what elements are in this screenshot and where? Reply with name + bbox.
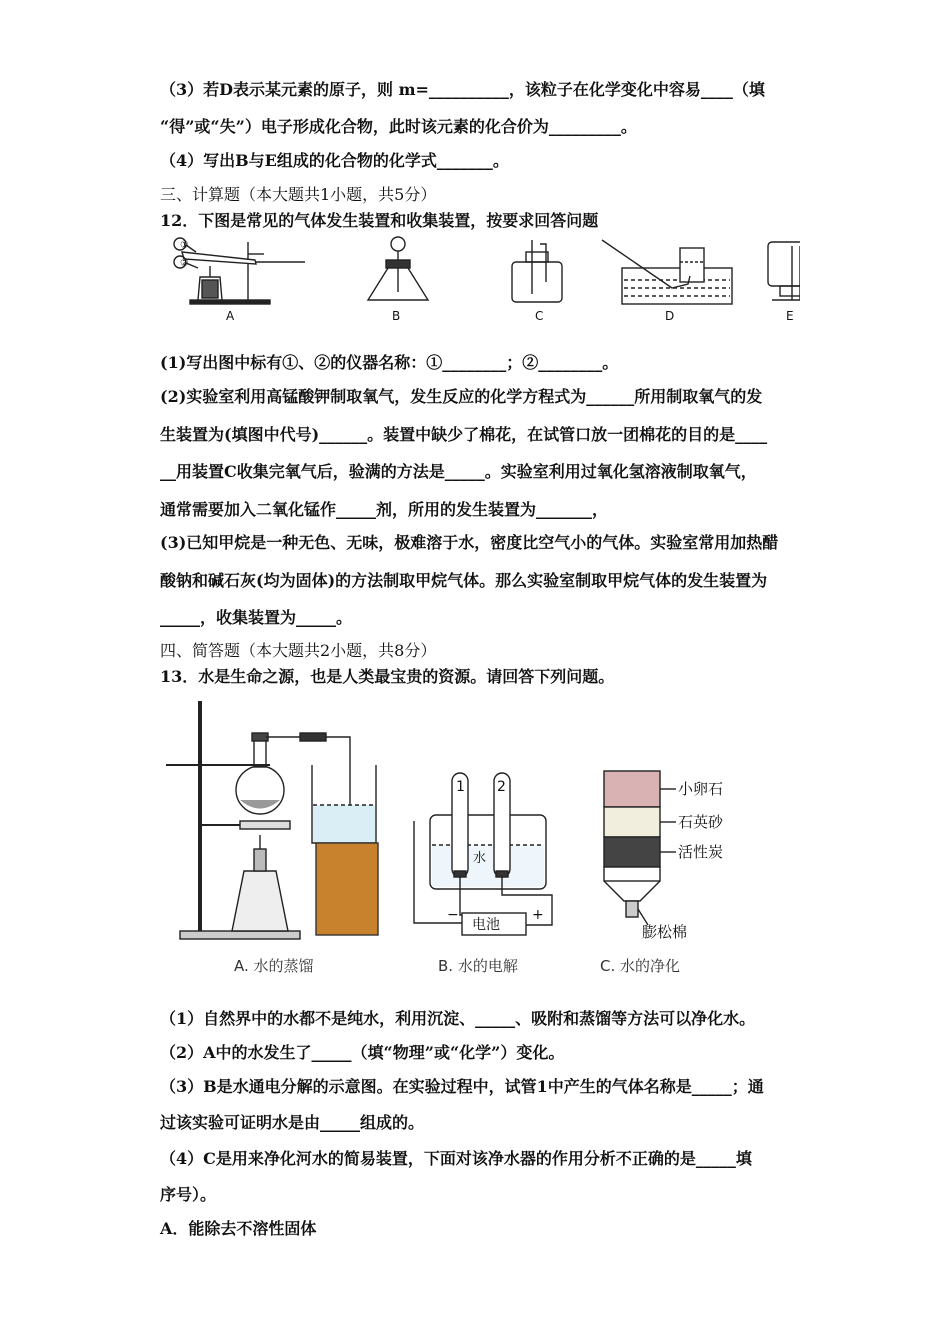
water-label: 水 bbox=[473, 851, 487, 866]
question-12-3-line-3: _____，收集装置为_____。 bbox=[160, 608, 353, 627]
caption-c: C. 水的净化 bbox=[600, 957, 681, 975]
distillation-apparatus bbox=[166, 701, 378, 939]
question-11-4: （4）写出B与E组成的化合物的化学式_______。 bbox=[160, 151, 509, 170]
question-13-1: （1）自然界中的水都不是纯水，利用沉淀、_____、吸附和蒸馏等方法可以净化水。 bbox=[160, 1009, 756, 1028]
layer-quartz-sand: 石英砂 bbox=[678, 813, 724, 831]
question-12-3-line-2: 酸钠和碱石灰(均为固体)的方法制取甲烷气体。那么实验室制取甲烷气体的发生装置为 bbox=[160, 571, 768, 590]
question-12-2-line-2: 生装置为(填图中代号)______。装置中缺少了棉花，在试管口放一团棉花的目的是____ bbox=[160, 425, 768, 444]
apparatus-b bbox=[368, 237, 428, 300]
question-13-3-line-1: （3）B是水通电分解的示意图。在实验过程中，试管1中产生的气体名称是_____；通 bbox=[160, 1077, 764, 1096]
question-13-4-line-2: 序号）。 bbox=[160, 1185, 217, 1204]
plus-label: + bbox=[532, 907, 544, 923]
question-12-2-line-4: 通常需要加入二氧化锰作_____剂，所用的发生装置为_______， bbox=[160, 500, 609, 519]
section-4-heading: 四、简答题（本大题共2小题，共8分） bbox=[160, 641, 437, 660]
layer-cotton: 膨松棉 bbox=[642, 923, 688, 941]
tube-2-label: 2 bbox=[497, 779, 506, 795]
option-a: A．能除去不溶性固体 bbox=[160, 1219, 317, 1238]
question-12-stem: 12．下图是常见的气体发生装置和收集装置，按要求回答问题 bbox=[160, 211, 599, 230]
question-12-1: (1)写出图中标有①、②的仪器名称：①________；②________。 bbox=[160, 353, 619, 372]
label-b: B bbox=[392, 309, 401, 323]
mark-2: ② bbox=[180, 258, 189, 269]
question-13-3-line-2: 过该实验可证明水是由_____组成的。 bbox=[160, 1113, 425, 1132]
label-a: A bbox=[226, 309, 235, 323]
water-purifier bbox=[604, 771, 676, 925]
question-11-3-line-2: “得”或“失”）电子形成化合物，此时该元素的化合价为_________。 bbox=[160, 117, 637, 136]
caption-a: A. 水的蒸馏 bbox=[234, 957, 314, 975]
question-12-2-line-1: (2)实验室利用高锰酸钾制取氧气，发生反应的化学方程式为______所用制取氧气的发 bbox=[160, 387, 763, 406]
mark-1: ① bbox=[180, 240, 189, 251]
question-12-3-line-1: (3)已知甲烷是一种无色、无味，极难溶于水，密度比空气小的气体。实验室常用加热醋 bbox=[160, 533, 779, 552]
gas-apparatus-figure bbox=[160, 232, 800, 324]
apparatus-e bbox=[768, 242, 800, 300]
water-experiments-figure bbox=[160, 695, 760, 985]
question-12-2-line-3: __用装置C收集完氧气后，验满的方法是_____。实验室利用过氧化氢溶液制取氧气， bbox=[160, 462, 757, 481]
section-3-heading: 三、计算题（本大题共1小题，共5分） bbox=[160, 185, 437, 204]
battery-label: 电池 bbox=[472, 917, 500, 933]
apparatus-d bbox=[602, 240, 732, 304]
label-c: C bbox=[535, 309, 544, 323]
layer-pebbles: 小卵石 bbox=[678, 780, 724, 798]
question-13-2: （2）A中的水发生了_____（填“物理”或“化学”）变化。 bbox=[160, 1043, 565, 1062]
tube-1-label: 1 bbox=[456, 779, 465, 795]
apparatus-a bbox=[174, 238, 305, 304]
caption-b: B. 水的电解 bbox=[438, 957, 518, 975]
question-13-4-line-1: （4）C是用来净化河水的简易装置，下面对该净水器的作用分析不正确的是_____填 bbox=[160, 1149, 752, 1168]
label-d: D bbox=[665, 309, 675, 323]
minus-label: − bbox=[447, 907, 459, 923]
question-13-stem: 13．水是生命之源，也是人类最宝贵的资源。请回答下列问题。 bbox=[160, 667, 615, 686]
layer-activated-carbon: 活性炭 bbox=[678, 843, 724, 861]
apparatus-c bbox=[512, 240, 562, 302]
label-e: E bbox=[786, 309, 794, 323]
question-11-3-line-1: （3）若D表示某元素的原子，则 m=__________，该粒子在化学变化中容易____（填 bbox=[160, 80, 765, 99]
